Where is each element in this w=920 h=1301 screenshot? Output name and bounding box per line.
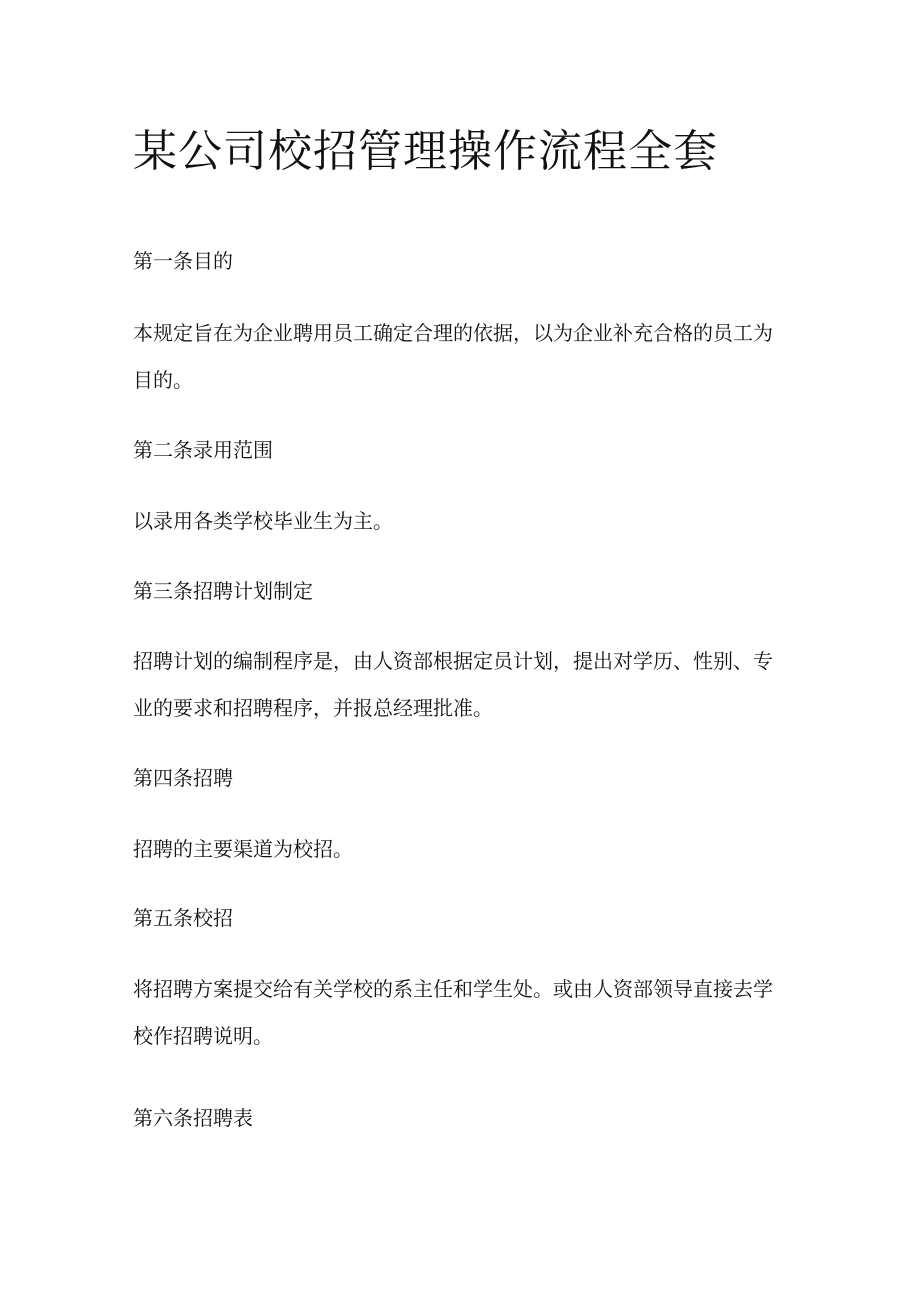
section-body-campus: 将招聘方案提交给有关学校的系主任和学生处。或由人资部领导直接去学校作招聘说明。	[133, 977, 773, 1048]
section-heading-form: 第六条招聘表	[133, 1106, 253, 1130]
section-heading-scope: 第二条录用范围	[133, 438, 273, 462]
section-body-recruitment: 招聘的主要渠道为校招。	[133, 837, 353, 861]
section-body-plan: 招聘计划的编制程序是，由人资部根据定员计划，提出对学历、性别、专业的要求和招聘程序，并报总经理批准。	[133, 649, 773, 720]
section-heading-campus: 第五条校招	[133, 906, 233, 930]
section-heading-purpose: 第一条目的	[133, 249, 233, 273]
section-body-scope: 以录用各类学校毕业生为主。	[133, 509, 393, 533]
section-heading-recruitment: 第四条招聘	[133, 766, 233, 790]
section-body-purpose: 本规定旨在为企业聘用员工确定合理的依据，以为企业补充合格的员工为目的。	[133, 321, 773, 392]
document-title: 某公司校招管理操作流程全套	[133, 126, 718, 177]
section-heading-plan: 第三条招聘计划制定	[133, 579, 313, 603]
